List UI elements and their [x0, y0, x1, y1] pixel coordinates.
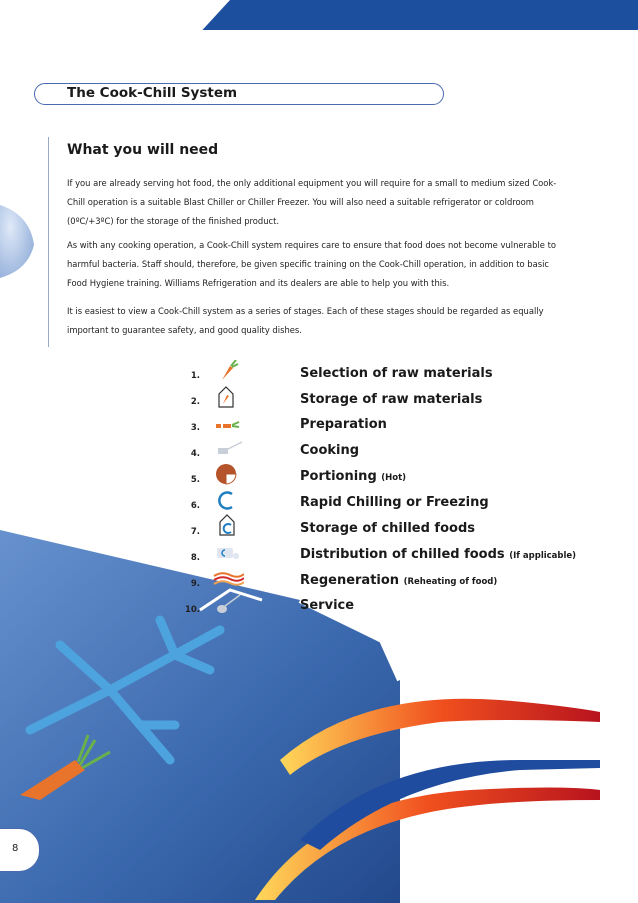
carrot-icon: [212, 360, 244, 382]
section-heading: What you will need: [67, 142, 219, 158]
stage-number: 9.: [190, 579, 200, 589]
stage-label: Selection of raw materials: [300, 366, 493, 381]
stage-label: [300, 547, 576, 562]
portion-plate-icon: [212, 463, 244, 485]
stage-number: 3.: [190, 423, 200, 433]
stage-label: Preparation: [300, 417, 387, 432]
stage-number: 4.: [190, 449, 200, 459]
stage-number: 1.: [190, 371, 200, 381]
stage-note: (Hot): [381, 473, 407, 483]
cooking-pan-icon: [212, 438, 244, 460]
stage-number: 6.: [190, 501, 200, 511]
stage-label: Rapid Chilling or Freezing: [300, 495, 489, 510]
chill-c-icon: [212, 489, 244, 511]
stage-label: Storage of raw materials: [300, 392, 483, 407]
serving-spoon-icon: [212, 593, 244, 615]
chopped-carrot-icon: [212, 414, 244, 436]
stage-label-text: Regeneration: [300, 573, 400, 588]
section-rule: [48, 137, 49, 347]
stage-label: Service: [300, 598, 355, 613]
stage-label-text: Distribution of chilled foods: [300, 547, 505, 562]
paragraph: If you are already serving hot food, the only additional equipment you will require for a small to medium sized Cook-Chill operation is a suitable Blast Chiller or Chiller Freezer. You will also need a suitable refrigerator or coldroom (0ºC/+3ºC) for the storage of the finished product.: [67, 178, 557, 226]
chill-store-icon: [212, 514, 244, 536]
stage-number: 8.: [190, 553, 200, 563]
paragraph: As with any cooking operation, a Cook-Chill system requires care to ensure that food does not become vulnerable to harmful bacteria. Staff should, therefore, be given specific training on the Cook-Chill operation, in addition to basic Food Hygiene training. Williams Refrigeration and its dealers are able to help you with this.: [67, 240, 556, 288]
frost-patch: [0, 205, 34, 278]
paragraph: It is easiest to view a Cook-Chill system as a series of stages. Each of these stages should be regarded as equally important to guarantee safety, and good quality dishes.: [67, 306, 544, 335]
stage-label: Storage of chilled foods: [300, 521, 475, 536]
heat-waves-icon: [212, 568, 244, 590]
carrot-store-icon: [212, 386, 244, 408]
page-number: 8: [12, 843, 19, 854]
stage-label: Cooking: [300, 443, 360, 458]
stage-label: [300, 469, 406, 484]
page-title: The Cook-Chill System: [67, 85, 238, 101]
stage-label-text: Portioning: [300, 469, 377, 484]
stage-number: 10.: [184, 605, 200, 615]
stage-label: [300, 573, 497, 588]
stage-number: 2.: [190, 397, 200, 407]
stage-note: (If applicable): [509, 551, 577, 561]
stage-number: 5.: [190, 475, 200, 485]
stage-number: 7.: [190, 527, 200, 537]
stage-note: (Reheating of food): [403, 577, 498, 587]
page-number-tab: [0, 828, 40, 872]
delivery-icon: [212, 542, 244, 564]
